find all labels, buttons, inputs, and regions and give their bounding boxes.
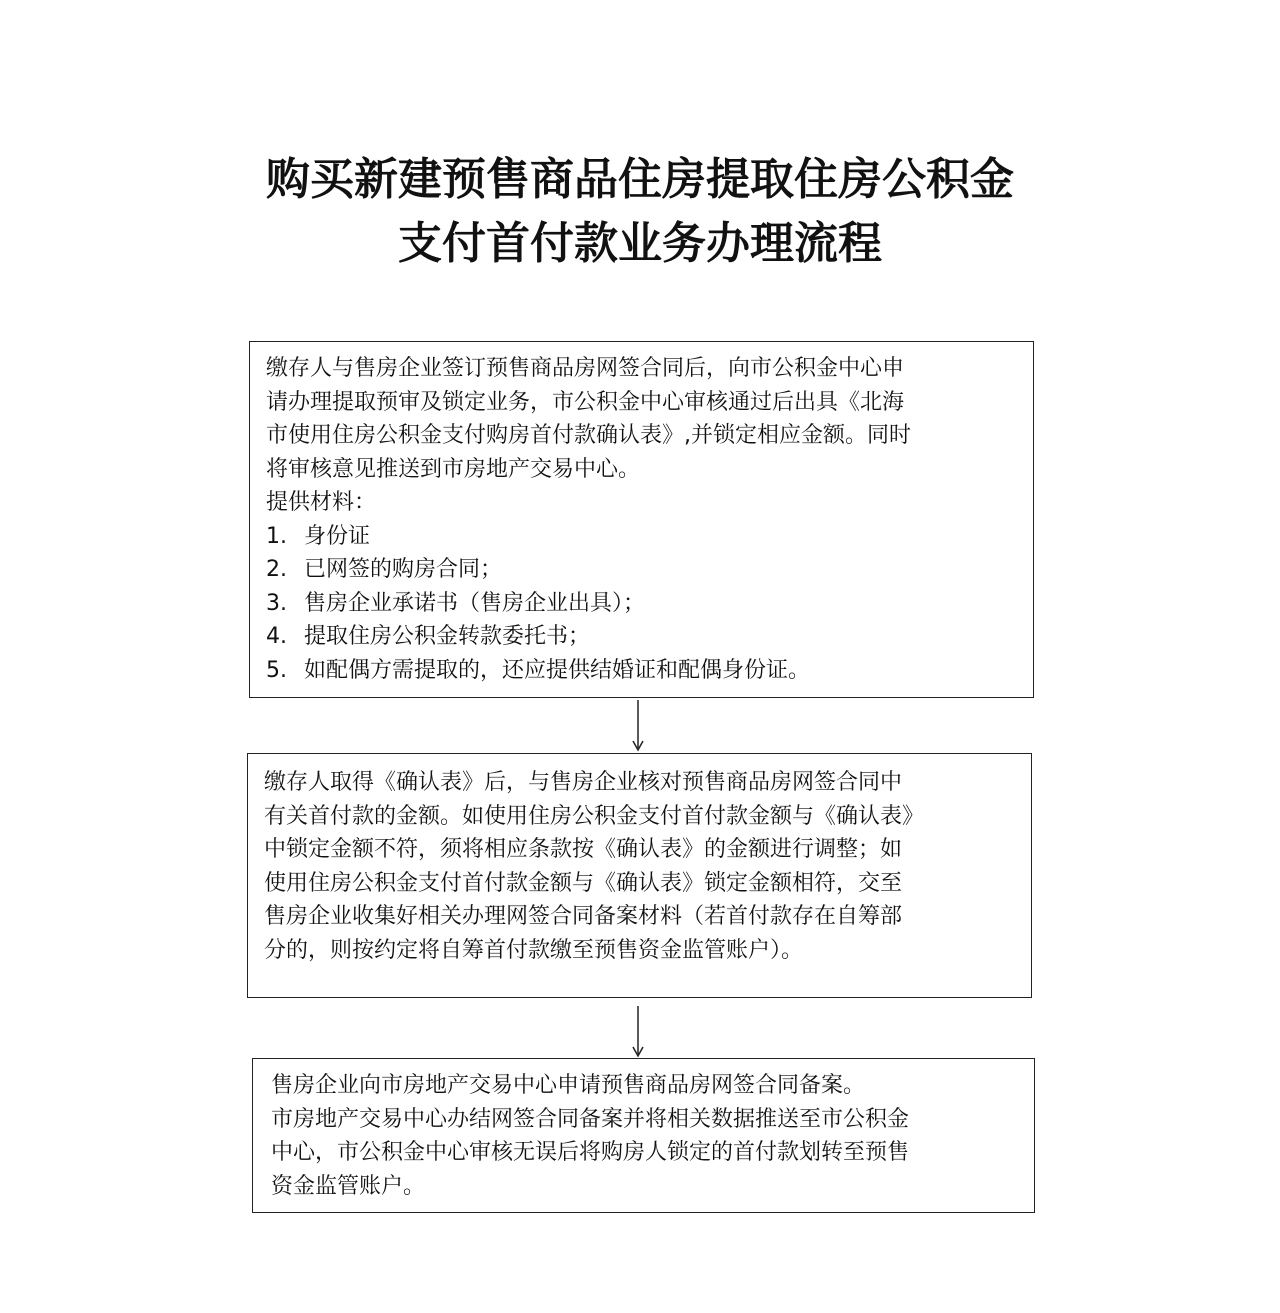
title-line-2: 支付首付款业务办理流程 (398, 218, 882, 269)
material-item-number: 2. (266, 557, 287, 582)
step-3-text-line: 售房企业向市房地产交易中心申请预售商品房网签合同备案。 (271, 1073, 866, 1098)
material-item-text: 身份证 (304, 523, 371, 549)
material-item-text: 如配偶方需提取的，还应提供结婚证和配偶身份证。 (304, 657, 811, 683)
arrow-down-icon (628, 700, 648, 754)
step-2-text-line: 使用住房公积金支付首付款金额与《确认表》锁定金额相符，交至 (264, 870, 903, 896)
material-item (266, 553, 1017, 587)
material-item (266, 620, 1017, 654)
step-2-text-line: 有关首付款的金额。如使用住房公积金支付首付款金额与《确认表》 (264, 803, 925, 829)
page-title (0, 148, 1280, 276)
material-item-number: 1. (266, 523, 287, 549)
step-2-box (247, 753, 1032, 998)
step-1-text-line: 请办理提取预审及锁定业务，市公积金中心审核通过后出具《北海 (266, 389, 905, 415)
step-1-text-line: 缴存人与售房企业签订预售商品房网签合同后，向市公积金中心申 (266, 356, 905, 381)
material-item (266, 587, 1017, 621)
material-item (266, 520, 1017, 554)
step-3-text-line: 中心，市公积金中心审核无误后将购房人锁定的首付款划转至预售 (271, 1140, 910, 1165)
step-1-box (249, 341, 1034, 698)
material-item-number: 3. (266, 590, 287, 616)
material-item-number: 5. (266, 657, 287, 683)
step-2-text-line: 分的，则按约定将自筹首付款缴至预售资金监管账户）。 (264, 937, 804, 963)
material-item-text: 提取住房公积金转款委托书； (304, 624, 591, 649)
step-2-text-line: 售房企业收集好相关办理网签合同备案材料（若首付款存在自筹部 (264, 904, 903, 929)
arrow-down-icon (628, 1006, 648, 1060)
materials-label: 提供材料： (266, 490, 377, 515)
step-1-text-line: 将审核意见推送到市房地产交易中心。 (266, 456, 641, 482)
step-1-text-line: 市使用住房公积金支付购房首付款确认表》,并锁定相应金额。同时 (266, 423, 911, 448)
step-2-text-line: 中锁定金额不符，须将相应条款按《确认表》的金额进行调整；如 (264, 837, 903, 862)
title-line-1: 购买新建预售商品住房提取住房公积金 (266, 154, 1014, 205)
step-3-box (252, 1058, 1035, 1213)
step-3-text-line: 资金监管账户。 (271, 1173, 426, 1199)
step-2-text-line: 缴存人取得《确认表》后，与售房企业核对预售商品房网签合同中 (264, 770, 903, 795)
material-item-text: 售房企业承诺书（售房企业出具）； (304, 590, 646, 616)
step-3-text-line: 市房地产交易中心办结网签合同备案并将相关数据推送至市公积金 (271, 1106, 910, 1132)
material-item-text: 已网签的购房合同； (304, 557, 503, 582)
material-item-number: 4. (266, 624, 287, 649)
material-item (266, 654, 1017, 688)
